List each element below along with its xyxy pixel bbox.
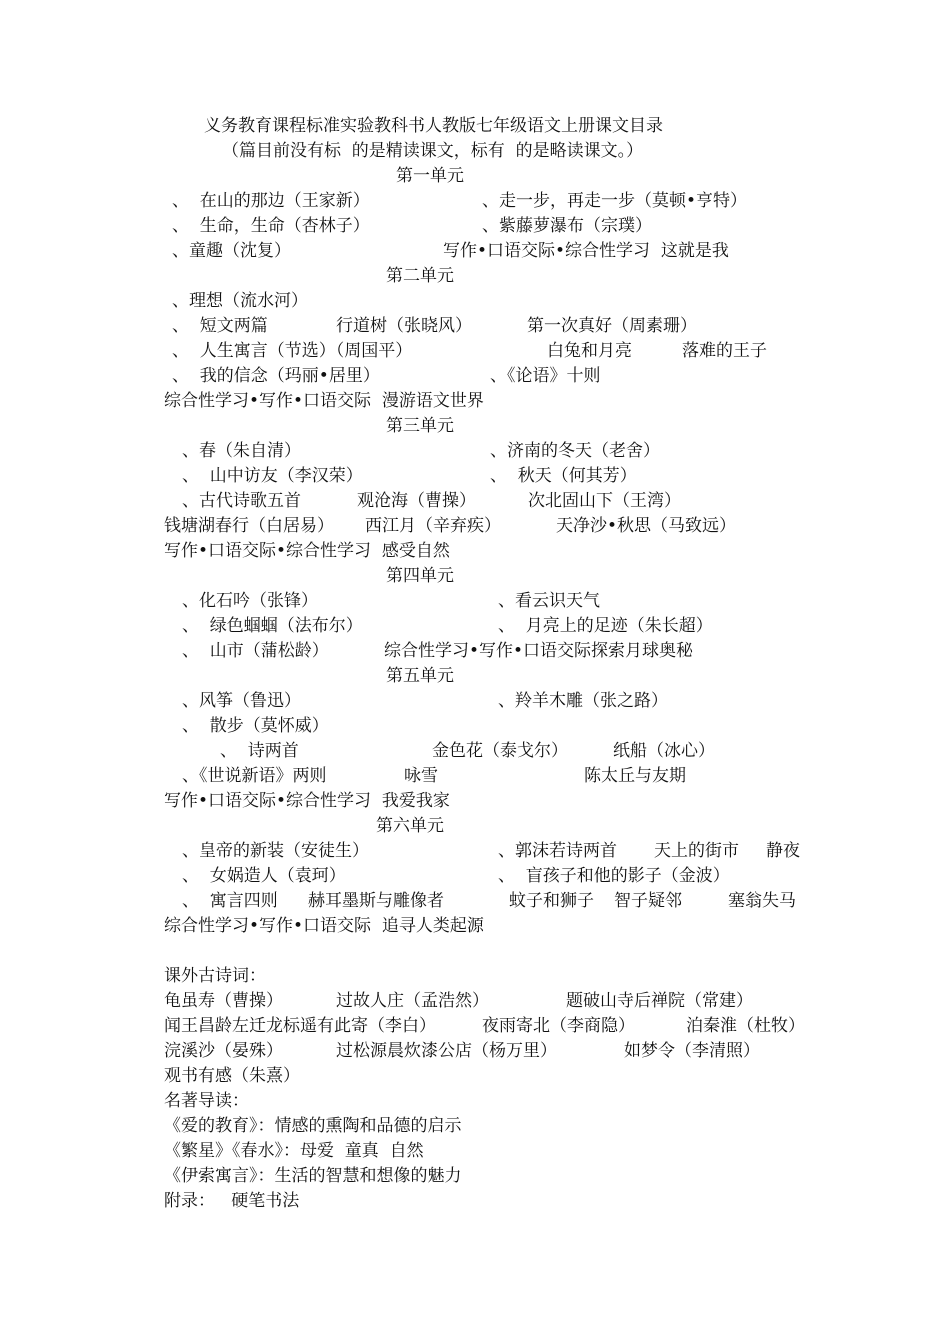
lesson-entry: 、童趣（沈复） — [172, 241, 291, 261]
unit-heading: 第五单元 — [386, 666, 454, 686]
poem-entry: 浣溪沙（晏殊） — [164, 1041, 283, 1061]
lesson-entry: 、 短文两篇 — [172, 316, 268, 336]
lesson-entry: 、古代诗歌五首 — [182, 491, 301, 511]
lesson-entry: 、 月亮上的足迹（朱长超） — [498, 616, 713, 636]
lesson-entry: 写作•口语交际•综合性学习 这就是我 — [443, 241, 729, 261]
lesson-entry: 钱塘湖春行（白居易） — [164, 516, 334, 536]
unit-heading: 第六单元 — [376, 816, 444, 836]
activity-entry: 综合性学习•写作•口语交际 追寻人类起源 — [164, 916, 484, 936]
lesson-entry: 、 山市（蒲松龄） — [182, 641, 329, 661]
lesson-entry: 陈太丘与友期 — [584, 766, 686, 786]
lesson-entry: 观沧海（曹操） — [357, 491, 476, 511]
lesson-entry: 、郭沫若诗两首 — [498, 841, 617, 861]
lesson-entry: 纸船（冰心） — [613, 741, 715, 761]
lesson-entry: 、 我的信念（玛丽•居里） — [172, 366, 380, 386]
activity-entry: 综合性学习•写作•口语交际探索月球奥秘 — [384, 641, 694, 661]
poem-entry: 夜雨寄北（李商隐） — [482, 1016, 635, 1036]
lesson-entry: 、紫藤萝瀑布（宗璞） — [482, 216, 652, 236]
document-title: 义务教育课程标准实验教科书人教版七年级语文上册课文目录 — [204, 116, 663, 136]
lesson-entry: 、 在山的那边（王家新） — [172, 191, 370, 211]
poem-entry: 题破山寺后禅院（常建） — [566, 991, 753, 1011]
unit-heading: 第四单元 — [386, 566, 454, 586]
lesson-entry: 金色花（泰戈尔） — [432, 741, 568, 761]
lesson-entry: 落难的王子 — [682, 341, 767, 361]
lesson-entry: 塞翁失马 — [728, 891, 796, 911]
lesson-entry: 、 人生寓言（节选）（周国平） — [172, 341, 413, 361]
lesson-entry: 蚊子和狮子 — [509, 891, 594, 911]
poem-entry: 如梦令（李清照） — [624, 1041, 760, 1061]
activity-entry: 写作•口语交际•综合性学习 我爱我家 — [164, 791, 450, 811]
lesson-entry: 次北固山下（王湾） — [528, 491, 681, 511]
unit-heading: 第二单元 — [386, 266, 454, 286]
lesson-entry: 咏雪 — [404, 766, 438, 786]
lesson-entry: 行道树（张晓风） — [336, 316, 472, 336]
lesson-entry: 、《世说新语》两则 — [182, 766, 327, 786]
lesson-entry: 、《论语》十则 — [490, 366, 601, 386]
appendix-entry: 附录： 硬笔书法 — [164, 1191, 300, 1211]
lesson-entry: 白兔和月亮 — [547, 341, 632, 361]
lesson-entry: 、 秋天（何其芳） — [490, 466, 637, 486]
section-heading: 课外古诗词： — [164, 966, 266, 986]
classic-entry: 《繁星》《春水》：母爱 童真 自然 — [164, 1141, 424, 1161]
poem-entry: 龟虽寿（曹操） — [164, 991, 283, 1011]
poem-entry: 泊秦淮（杜牧） — [686, 1016, 805, 1036]
lesson-entry: 、走一步，再走一步（莫顿•亨特） — [482, 191, 748, 211]
activity-entry: 综合性学习•写作•口语交际 漫游语文世界 — [164, 391, 484, 411]
lesson-entry: 、 盲孩子和他的影子（金波） — [498, 866, 730, 886]
lesson-entry: 、 山中访友（李汉荣） — [182, 466, 363, 486]
lesson-entry: 西江月（辛弃疾） — [365, 516, 501, 536]
activity-entry: 写作•口语交际•综合性学习 感受自然 — [164, 541, 450, 561]
lesson-entry: 天净沙•秋思（马致远） — [556, 516, 737, 536]
lesson-entry: 、 女娲造人（袁珂） — [182, 866, 346, 886]
lesson-entry: 赫耳墨斯与雕像者 — [308, 891, 444, 911]
lesson-entry: 、 绿色蝈蝈（法布尔） — [182, 616, 363, 636]
lesson-entry: 、春（朱自清） — [182, 441, 301, 461]
lesson-entry: 第一次真好（周素珊） — [527, 316, 697, 336]
lesson-entry: 、皇帝的新装（安徒生） — [182, 841, 369, 861]
lesson-entry: 、化石吟（张锋） — [182, 591, 318, 611]
lesson-entry: 、 生命，生命（杏林子） — [172, 216, 370, 236]
lesson-entry: 、羚羊木雕（张之路） — [498, 691, 668, 711]
unit-heading: 第一单元 — [396, 166, 464, 186]
poem-entry: 过松源晨炊漆公店（杨万里） — [336, 1041, 557, 1061]
lesson-entry: 、看云识天气 — [498, 591, 600, 611]
unit-heading: 第三单元 — [386, 416, 454, 436]
lesson-entry: 、 散步（莫怀威） — [182, 716, 329, 736]
lesson-entry: 、风筝（鲁迅） — [182, 691, 301, 711]
lesson-entry: 静夜 — [766, 841, 800, 861]
reading-note: （篇目前没有标 的是精读课文，标有 的是略读课文。） — [222, 141, 644, 161]
lesson-entry: 、济南的冬天（老舍） — [490, 441, 660, 461]
poem-entry: 过故人庄（孟浩然） — [336, 991, 489, 1011]
poem-entry: 观书有感（朱熹） — [164, 1066, 300, 1086]
classic-entry: 《伊索寓言》：生活的智慧和想像的魅力 — [164, 1166, 462, 1186]
lesson-entry: 、 诗两首 — [220, 741, 299, 761]
lesson-entry: 、 寓言四则 — [182, 891, 278, 911]
poem-entry: 闻王昌龄左迁龙标遥有此寄（李白） — [164, 1016, 436, 1036]
classic-entry: 《爱的教育》：情感的熏陶和品德的启示 — [164, 1116, 462, 1136]
section-heading: 名著导读： — [164, 1091, 249, 1111]
lesson-entry: 智子疑邻 — [614, 891, 682, 911]
lesson-entry: 、理想（流水河） — [172, 291, 308, 311]
lesson-entry: 天上的街市 — [654, 841, 739, 861]
